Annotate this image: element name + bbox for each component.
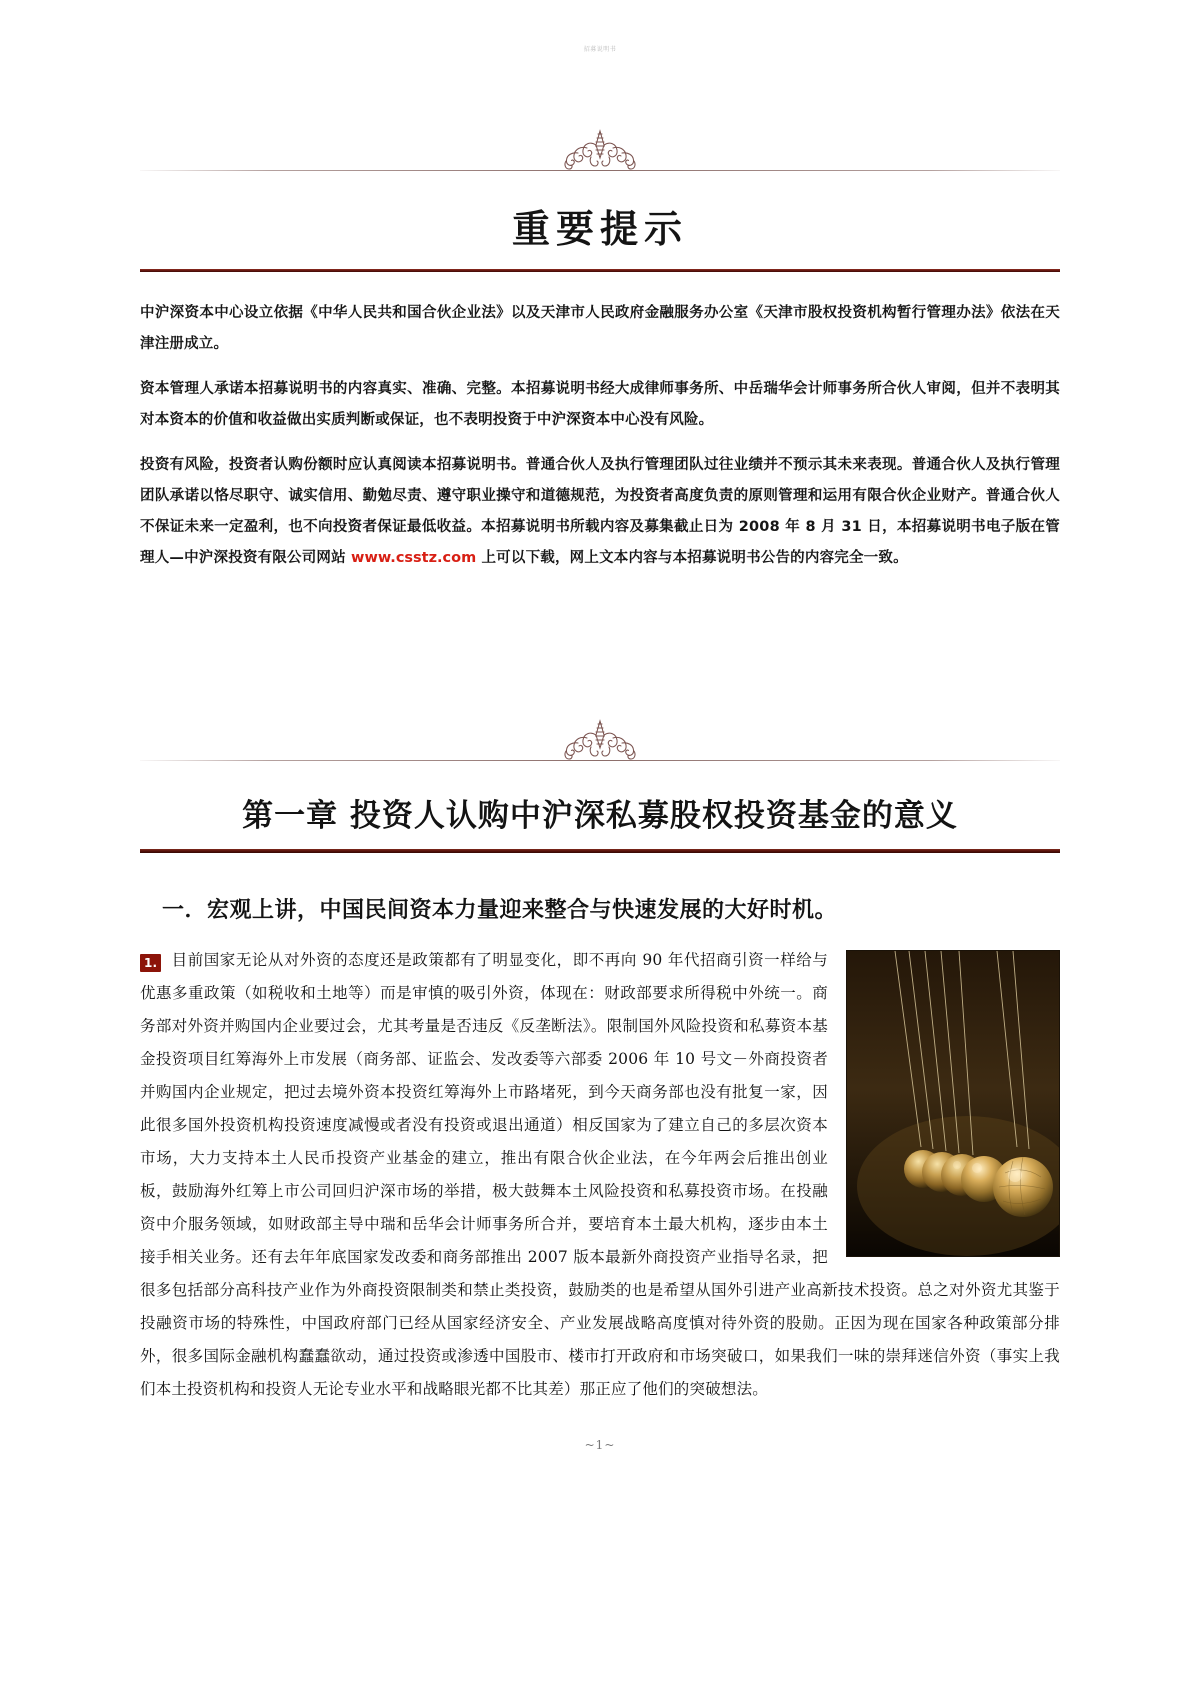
page-title: 重要提示 bbox=[511, 206, 688, 251]
notice-paragraph-1: 中沪深资本中心设立依据《中华人民共和国合伙企业法》以及天津市人民政府金融服务办公室《天津市股权投资机构暂行管理办法》依法在天津注册成立。 bbox=[140, 305, 1060, 352]
newtons-cradle-photo bbox=[846, 950, 1060, 1257]
chapter-underline-rule bbox=[140, 849, 1060, 853]
page-header-note: 招募说明书 bbox=[583, 46, 617, 53]
notice-p3-text-before: 投资有风险，投资者认购份额时应认真阅读本招募说明书。普通合伙人及执行管理团队过往业绩并不预示其未来表现。普通合伙人及执行管理团队承诺以恪尽职守、诚实信用、勤勉尽责、遵守职业操守和道德规范，为投资者高度负责的原则管理和运用有限合伙企业财产。普通合伙人不保证未来一定盈利，也不向投资者保证最低收益。本招募说明书所载内容及募集截止日为 2008 年 8 月 31 日，本招募说明书电子版在管理人—中沪深投资有限公司网站 bbox=[140, 457, 1060, 566]
section-heading: 一．宏观上讲，中国民间资本力量迎来整合与快速发展的大好时机。 bbox=[162, 897, 838, 923]
important-notice-section bbox=[140, 128, 1060, 588]
chapter-title: 第一章 投资人认购中沪深私募股权投资基金的意义 bbox=[242, 798, 958, 834]
flourish-ornament-icon bbox=[540, 128, 660, 174]
notice-paragraph-3 bbox=[140, 450, 1060, 574]
notice-p3-text-after: 上可以下载，网上文本内容与本招募说明书公告的内容完全一致。 bbox=[476, 550, 908, 566]
chapter-body-text: 目前国家无论从对外资的态度还是政策都有了明显变化，即不再向 90 年代招商引资一样给与优惠多重政策（如税收和土地等）而是审慎的吸引外资，体现在：财政部要求所得税中外统一。商务部对外资并购国内企业要过会，尤其考量是否违反《反垄断法》。限制国外风险投资和私募资本基金投资项目红筹海外上市发展（商务部、证监会、发改委等六部委 2006 年 10 号文－外商投资者并购国内企业规定，把过去境外资本投资红筹海外上市路堵死，到今天商务部也没有批复一家，因此很多国外投资机构投资速度减慢或者没有投资或退出通道）相反国家为了建立自己的多层次资本市场，大力支持本土人民币投资产业基金的建立，推出有限合伙企业法，在今年两会后推出创业板，鼓励海外红筹上市公司回归沪深市场的举措，极大鼓舞本土风险投资和私募投资市场。在投融资中介服务领域，如财政部主导中瑞和岳华会计师事务所合并，要培育本土最大机构，逐步由本土接手相关业务。还有去年年底国家发改委和商务部推出 2007 版本最新外商投资产业指导名录，把很多包括部分高科技产业作为外商投资限制类和禁止类投资，鼓励类的也是希望从国外引进产业高新技术投资。总之对外资尤其鉴于投融资市场的特殊性，中国政府部门已经从国家经济安全、产业发展战略高度慎对待外资的股勋。正因为现在国家各种政策部分排外，很多国际金融机构蠢蠢欲动，通过投资或渗透中国股市、楼市打开政府和市场突破口，如果我们一味的崇拜迷信外资（事实上我们本土投资机构和投资人无论专业水平和战略眼光都不比其差）那正应了他们的突破想法。 bbox=[140, 951, 1060, 1398]
item-number-badge: 1. bbox=[140, 954, 161, 972]
ornament-divider-chapter bbox=[140, 718, 1060, 780]
page-number-footer: ~1~ bbox=[584, 1438, 616, 1452]
ornament-divider-top bbox=[140, 128, 1060, 190]
website-url-link[interactable]: www.csstz.com bbox=[351, 550, 477, 566]
flourish-ornament-icon bbox=[540, 718, 660, 764]
notice-paragraph-2: 资本管理人承诺本招募说明书的内容真实、准确、完整。本招募说明书经大成律师事务所、中岳瑞华会计师事务所合伙人审阅，但并不表明其对本资本的价值和收益做出实质判断或保证，也不表明投资于中沪深资本中心没有风险。 bbox=[140, 381, 1060, 428]
chapter-body-block bbox=[140, 944, 1060, 1406]
chapter-section bbox=[140, 718, 1060, 1406]
